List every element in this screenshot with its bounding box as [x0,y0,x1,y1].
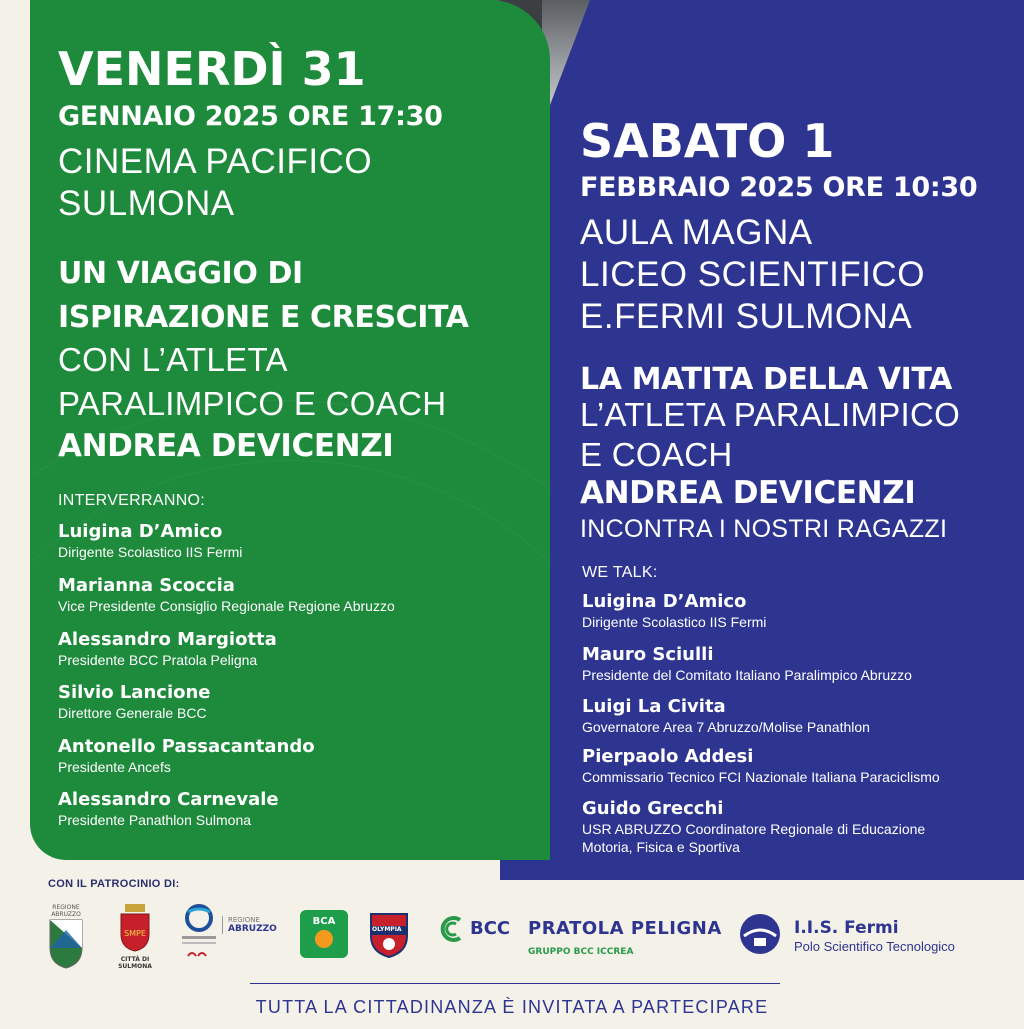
saturday-day: SABATO 1 [580,114,835,168]
saturday-date: FEBBRAIO 2025 ORE 10:30 [580,172,978,203]
saturday-title: LA MATITA DELLA VITA [580,362,952,397]
speaker-role: Presidente Ancefs [58,759,171,775]
bcc-pratola-logo [436,912,726,962]
regione-crest-icon [46,918,86,970]
iis-emblem-icon [738,912,782,956]
speaker-role: USR ABRUZZO Coordinatore Regionale di Educazione [582,821,926,837]
speaker-name: Alessandro Margiotta [58,629,277,650]
saturday-speaker [582,746,940,786]
friday-speaker [58,575,395,615]
citta-sulmona-logo [103,904,167,970]
friday-speaker [58,682,211,722]
speaker-name: Silvio Lancione [58,682,211,703]
olympia-logo [368,910,410,958]
speaker-name: Alessandro Carnevale [58,789,279,810]
friday-speaker [58,629,277,669]
saturday-venue-line1: AULA MAGNA [580,213,813,252]
saturday-speaker [582,644,912,684]
saturday-subtitle-line1: L’ATLETA PARALIMPICO [580,396,961,433]
bcc-mark-icon [436,914,466,944]
speaker-role: Presidente Panathlon Sulmona [58,812,252,828]
speaker-role-continued: Motoria, Fisica e Sportiva [582,839,740,855]
bcc-label: BCC [470,918,511,939]
speaker-role: Presidente BCC Pratola Peligna [58,652,258,668]
speaker-role: Vice Presidente Consiglio Regionale Regione Abruzzo [58,598,395,614]
saturday-speaker [582,591,766,631]
saturday-speaker [582,798,925,856]
patronage-label: CON IL PATROCINIO DI: [48,878,180,890]
regione-abruzzo-label: REGIONE ABRUZZO [51,904,81,918]
saturday-speaker [582,696,870,736]
speaker-role: Presidente del Comitato Italiano Paralimpico Abruzzo [582,667,912,683]
bca-emblem-icon [315,930,333,948]
speaker-role: Dirigente Scolastico IIS Fermi [58,544,243,560]
iis-subtitle: Polo Scientifico Tecnologico [794,939,955,954]
friday-subtitle-line1: CON L’ATLETA [58,341,288,378]
saturday-venue-line3: E.FERMI SULMONA [580,297,913,336]
speaker-name: Pierpaolo Addesi [582,746,754,767]
friday-date: GENNAIO 2025 ORE 17:30 [58,101,443,132]
friday-title-line2: ISPIRAZIONE E CRESCITA [58,300,469,335]
speaker-role: Governatore Area 7 Abruzzo/Molise Panathlon [582,719,870,735]
pratola-label: PRATOLA PELIGNA [528,918,722,939]
speaker-name: Luigina D’Amico [582,591,747,612]
speaker-role: Commissario Tecnico FCI Nazionale Italiana Paraciclismo [582,769,940,785]
speaker-name: Mauro Sciulli [582,644,714,665]
citta-label: CITTÀ DI SULMONA [118,956,152,970]
footer-invitation: TUTTA LA CITTADINANZA È INVITATA A PARTECIPARE [255,997,769,1017]
friday-guest: ANDREA DEVICENZI [58,428,394,464]
friday-speakers-label: INTERVERRANNO: [58,492,206,509]
bca-label: BCA [312,916,336,927]
sulmona-crest-icon [117,904,153,952]
friday-speaker [58,521,242,561]
speaker-name: Guido Grecchi [582,798,724,819]
regione-name: ABRUZZO [228,924,277,934]
iis-name: I.I.S. Fermi [794,918,899,938]
friday-speaker [58,789,279,829]
regione-abruzzo-logo [46,904,86,970]
friday-title-line1: UN VIAGGIO DI [58,256,303,291]
regione-label: REGIONE [228,916,260,924]
saturday-subtitle-line2: E COACH [580,436,733,473]
friday-day: VENERDÌ 31 [58,42,366,96]
cip-regione-logo [178,902,277,968]
saturday-speakers-label: WE TALK: [582,564,658,581]
iis-fermi-logo [738,910,998,962]
svg-text:SMPE: SMPE [124,929,146,938]
speaker-name: Luigina D’Amico [58,521,223,542]
friday-subtitle-line2: PARALIMPICO E COACH [58,385,447,422]
friday-speaker [58,736,315,776]
saturday-tagline: INCONTRA I NOSTRI RAGAZZI [580,515,948,543]
footer-divider [250,983,780,984]
friday-venue-line1: CINEMA PACIFICO [58,142,373,181]
speaker-name: Antonello Passacantando [58,736,315,757]
friday-venue-line2: SULMONA [58,184,235,223]
cip-emblem-icon [178,902,220,964]
gruppo-label: GRUPPO BCC ICCREA [528,947,634,957]
bca-logo [300,910,348,958]
saturday-venue-line2: LICEO SCIENTIFICO [580,255,925,294]
speaker-role: Direttore Generale BCC [58,705,207,721]
olympia-label: OLYMPIA [372,926,402,933]
saturday-guest: ANDREA DEVICENZI [580,475,916,511]
speaker-role: Dirigente Scolastico IIS Fermi [582,614,767,630]
olympia-shield-icon [368,910,410,958]
speaker-name: Marianna Scoccia [58,575,235,596]
speaker-name: Luigi La Civita [582,696,726,717]
